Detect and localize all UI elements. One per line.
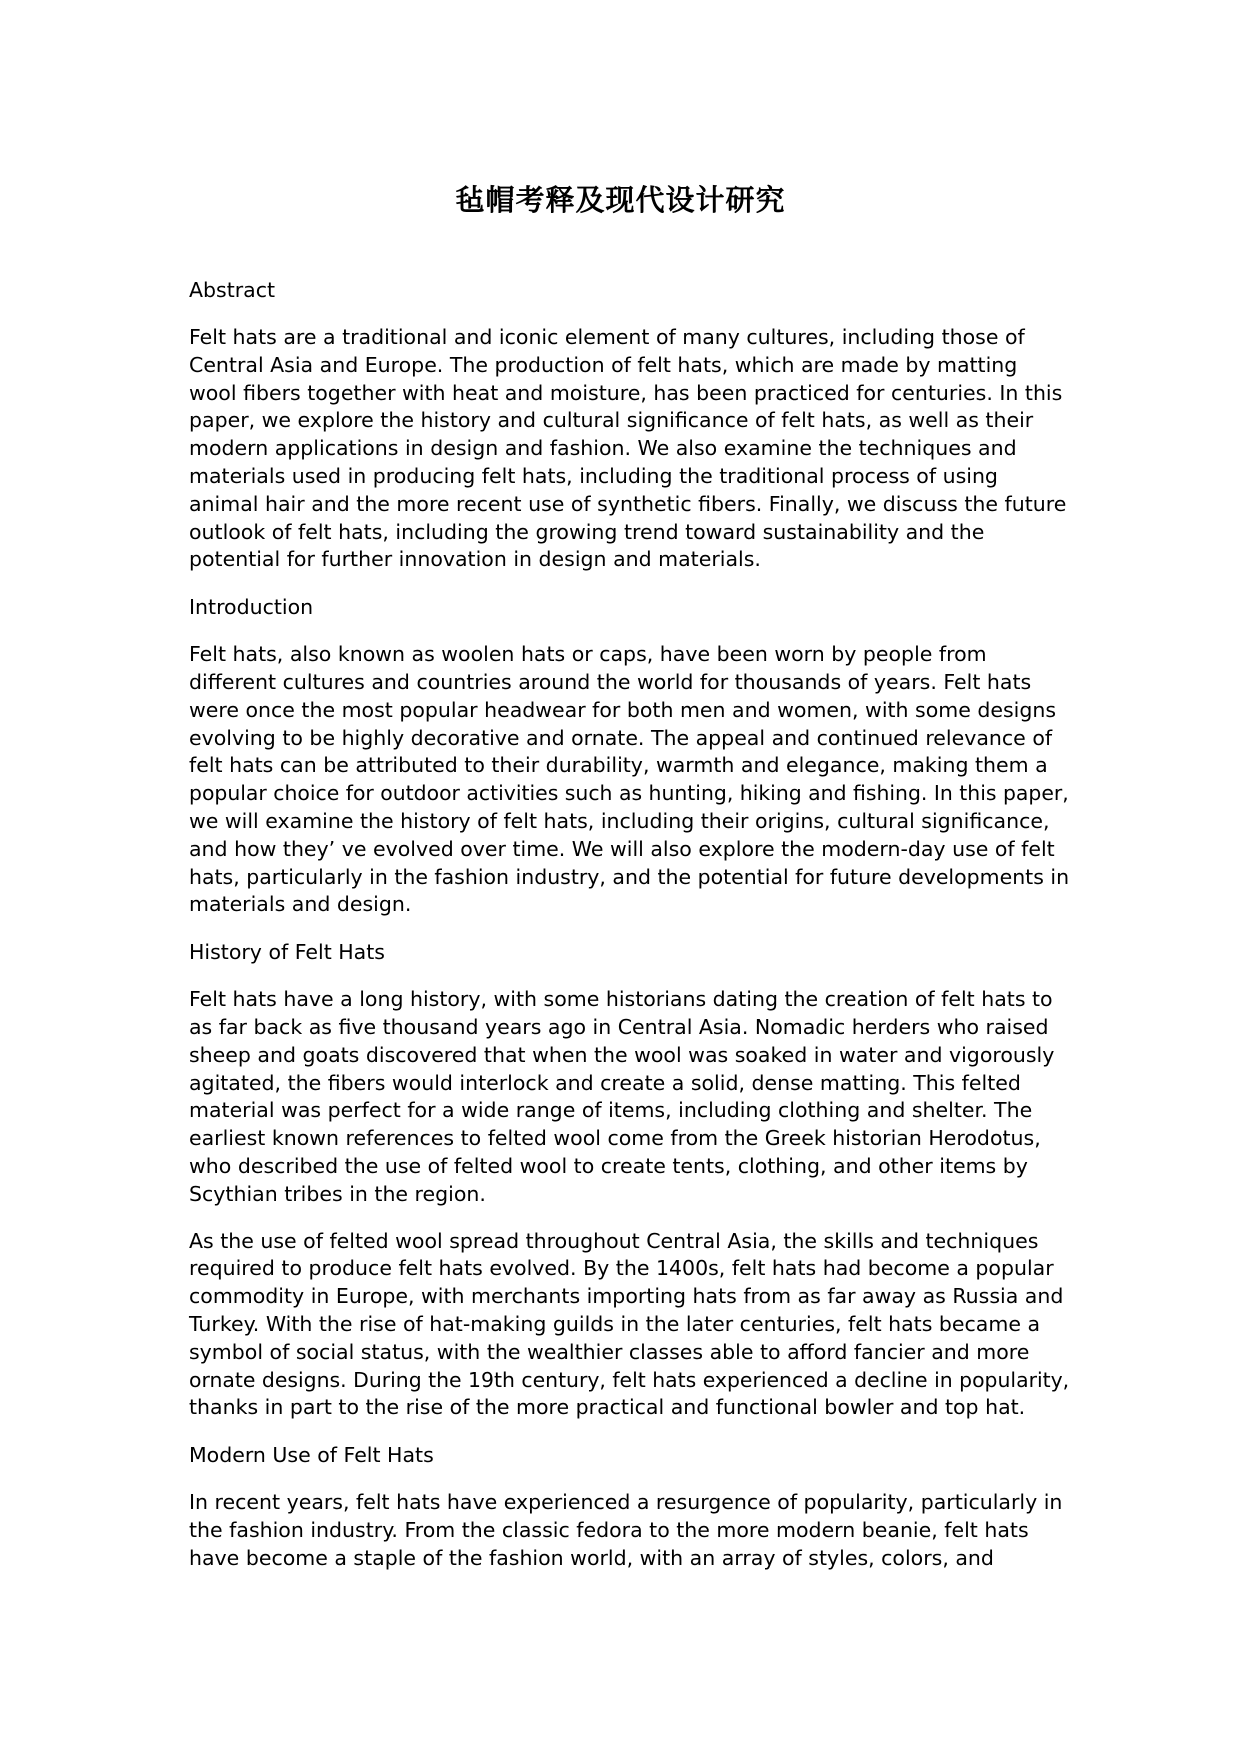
paragraph-line: agitated, the fibers would interlock and create a solid, dense matting. This felted: [189, 1070, 1021, 1095]
paragraph: [189, 1489, 1069, 1572]
paragraph-line: outlook of felt hats, including the growing trend toward sustainability and the: [189, 519, 985, 544]
paragraph: [189, 324, 1069, 574]
paragraph-line: felt hats can be attributed to their durability, warmth and elegance, making them a: [189, 753, 1048, 778]
paragraph-line: earliest known references to felted wool come from the Greek historian Herodotus,: [189, 1126, 1041, 1151]
paragraph-line: sheep and goats discovered that when the wool was soaked in water and vigorously: [189, 1042, 1055, 1067]
paragraph-line: evolving to be highly decorative and ornate. The appeal and continued relevance of: [189, 725, 1053, 750]
paragraph-line: animal hair and the more recent use of synthetic fibers. Finally, we discuss the future: [189, 491, 1067, 516]
section-heading: History of Felt Hats: [189, 940, 385, 965]
paragraph-line: In recent years, felt hats have experienced a resurgence of popularity, particularly in: [189, 1490, 1063, 1515]
paragraph-line: ornate designs. During the 19th century, felt hats experienced a decline in popularity,: [189, 1367, 1070, 1392]
paragraph-line: Felt hats are a traditional and iconic element of many cultures, including those of: [189, 325, 1025, 349]
paragraph-line: paper, we explore the history and cultural significance of felt hats, as well as their: [189, 408, 1034, 433]
document-title: 毡帽考释及现代设计研究: [455, 183, 786, 217]
paragraph-line: Felt hats, also known as woolen hats or caps, have been worn by people from: [189, 642, 987, 667]
paragraph-line: As the use of felted wool spread throughout Central Asia, the skills and techniques: [189, 1228, 1039, 1253]
paragraph-line: required to produce felt hats evolved. By the 1400s, felt hats had become a popular: [189, 1256, 1054, 1281]
paragraph-line: potential for further innovation in design and materials.: [189, 547, 761, 572]
section-heading: Modern Use of Felt Hats: [189, 1443, 434, 1468]
paragraph-line: as far back as five thousand years ago in Central Asia. Nomadic herders who raised: [189, 1014, 1049, 1039]
paragraph-line: different cultures and countries around the world for thousands of years. Felt hats: [189, 669, 1032, 694]
paragraph-line: who described the use of felted wool to create tents, clothing, and other items by: [189, 1153, 1028, 1178]
paragraph-line: materials and design.: [189, 892, 412, 917]
paragraph-line: Scythian tribes in the region.: [189, 1181, 486, 1206]
section-heading: Introduction: [189, 595, 314, 620]
paragraph: [189, 986, 1069, 1208]
paragraph-line: the fashion industry. From the classic fedora to the more modern beanie, felt hats: [189, 1517, 1029, 1542]
paragraph-line: Central Asia and Europe. The production of felt hats, which are made by matting: [189, 352, 1018, 377]
paragraph: [189, 1228, 1069, 1423]
paragraph-line: were once the most popular headwear for both men and women, with some designs: [189, 697, 1057, 722]
paragraph-line: symbol of social status, with the wealthier classes able to afford fancier and more: [189, 1339, 1030, 1364]
paragraph-line: popular choice for outdoor activities such as hunting, hiking and fishing. In this paper,: [189, 781, 1069, 806]
paragraph-line: modern applications in design and fashion. We also examine the techniques and: [189, 436, 1017, 461]
paragraph-line: wool fibers together with heat and moisture, has been practiced for centuries. In this: [189, 380, 1063, 405]
paragraph-line: commodity in Europe, with merchants importing hats from as far away as Russia and: [189, 1284, 1064, 1309]
paragraph-line: material was perfect for a wide range of items, including clothing and shelter. The: [189, 1098, 1033, 1123]
document-body: [189, 276, 1069, 1591]
paragraph-line: thanks in part to the rise of the more practical and functional bowler and top hat.: [189, 1395, 1026, 1420]
paragraph-line: have become a staple of the fashion world, with an array of styles, colors, and: [189, 1545, 994, 1570]
paragraph-line: Felt hats have a long history, with some historians dating the creation of felt hats to: [189, 987, 1053, 1012]
paragraph-line: we will examine the history of felt hats, including their origins, cultural significance,: [189, 808, 1050, 833]
paragraph-line: Turkey. With the rise of hat-making guilds in the later centuries, felt hats became a: [189, 1311, 1041, 1336]
paragraph-line: materials used in producing felt hats, including the traditional process of using: [189, 463, 998, 488]
paragraph-line: and how they’ ve evolved over time. We will also explore the modern-day use of felt: [189, 836, 1055, 861]
paragraph-line: hats, particularly in the fashion industry, and the potential for future developments in: [189, 864, 1070, 889]
section-heading: Abstract: [189, 278, 276, 302]
paragraph: [189, 641, 1069, 919]
